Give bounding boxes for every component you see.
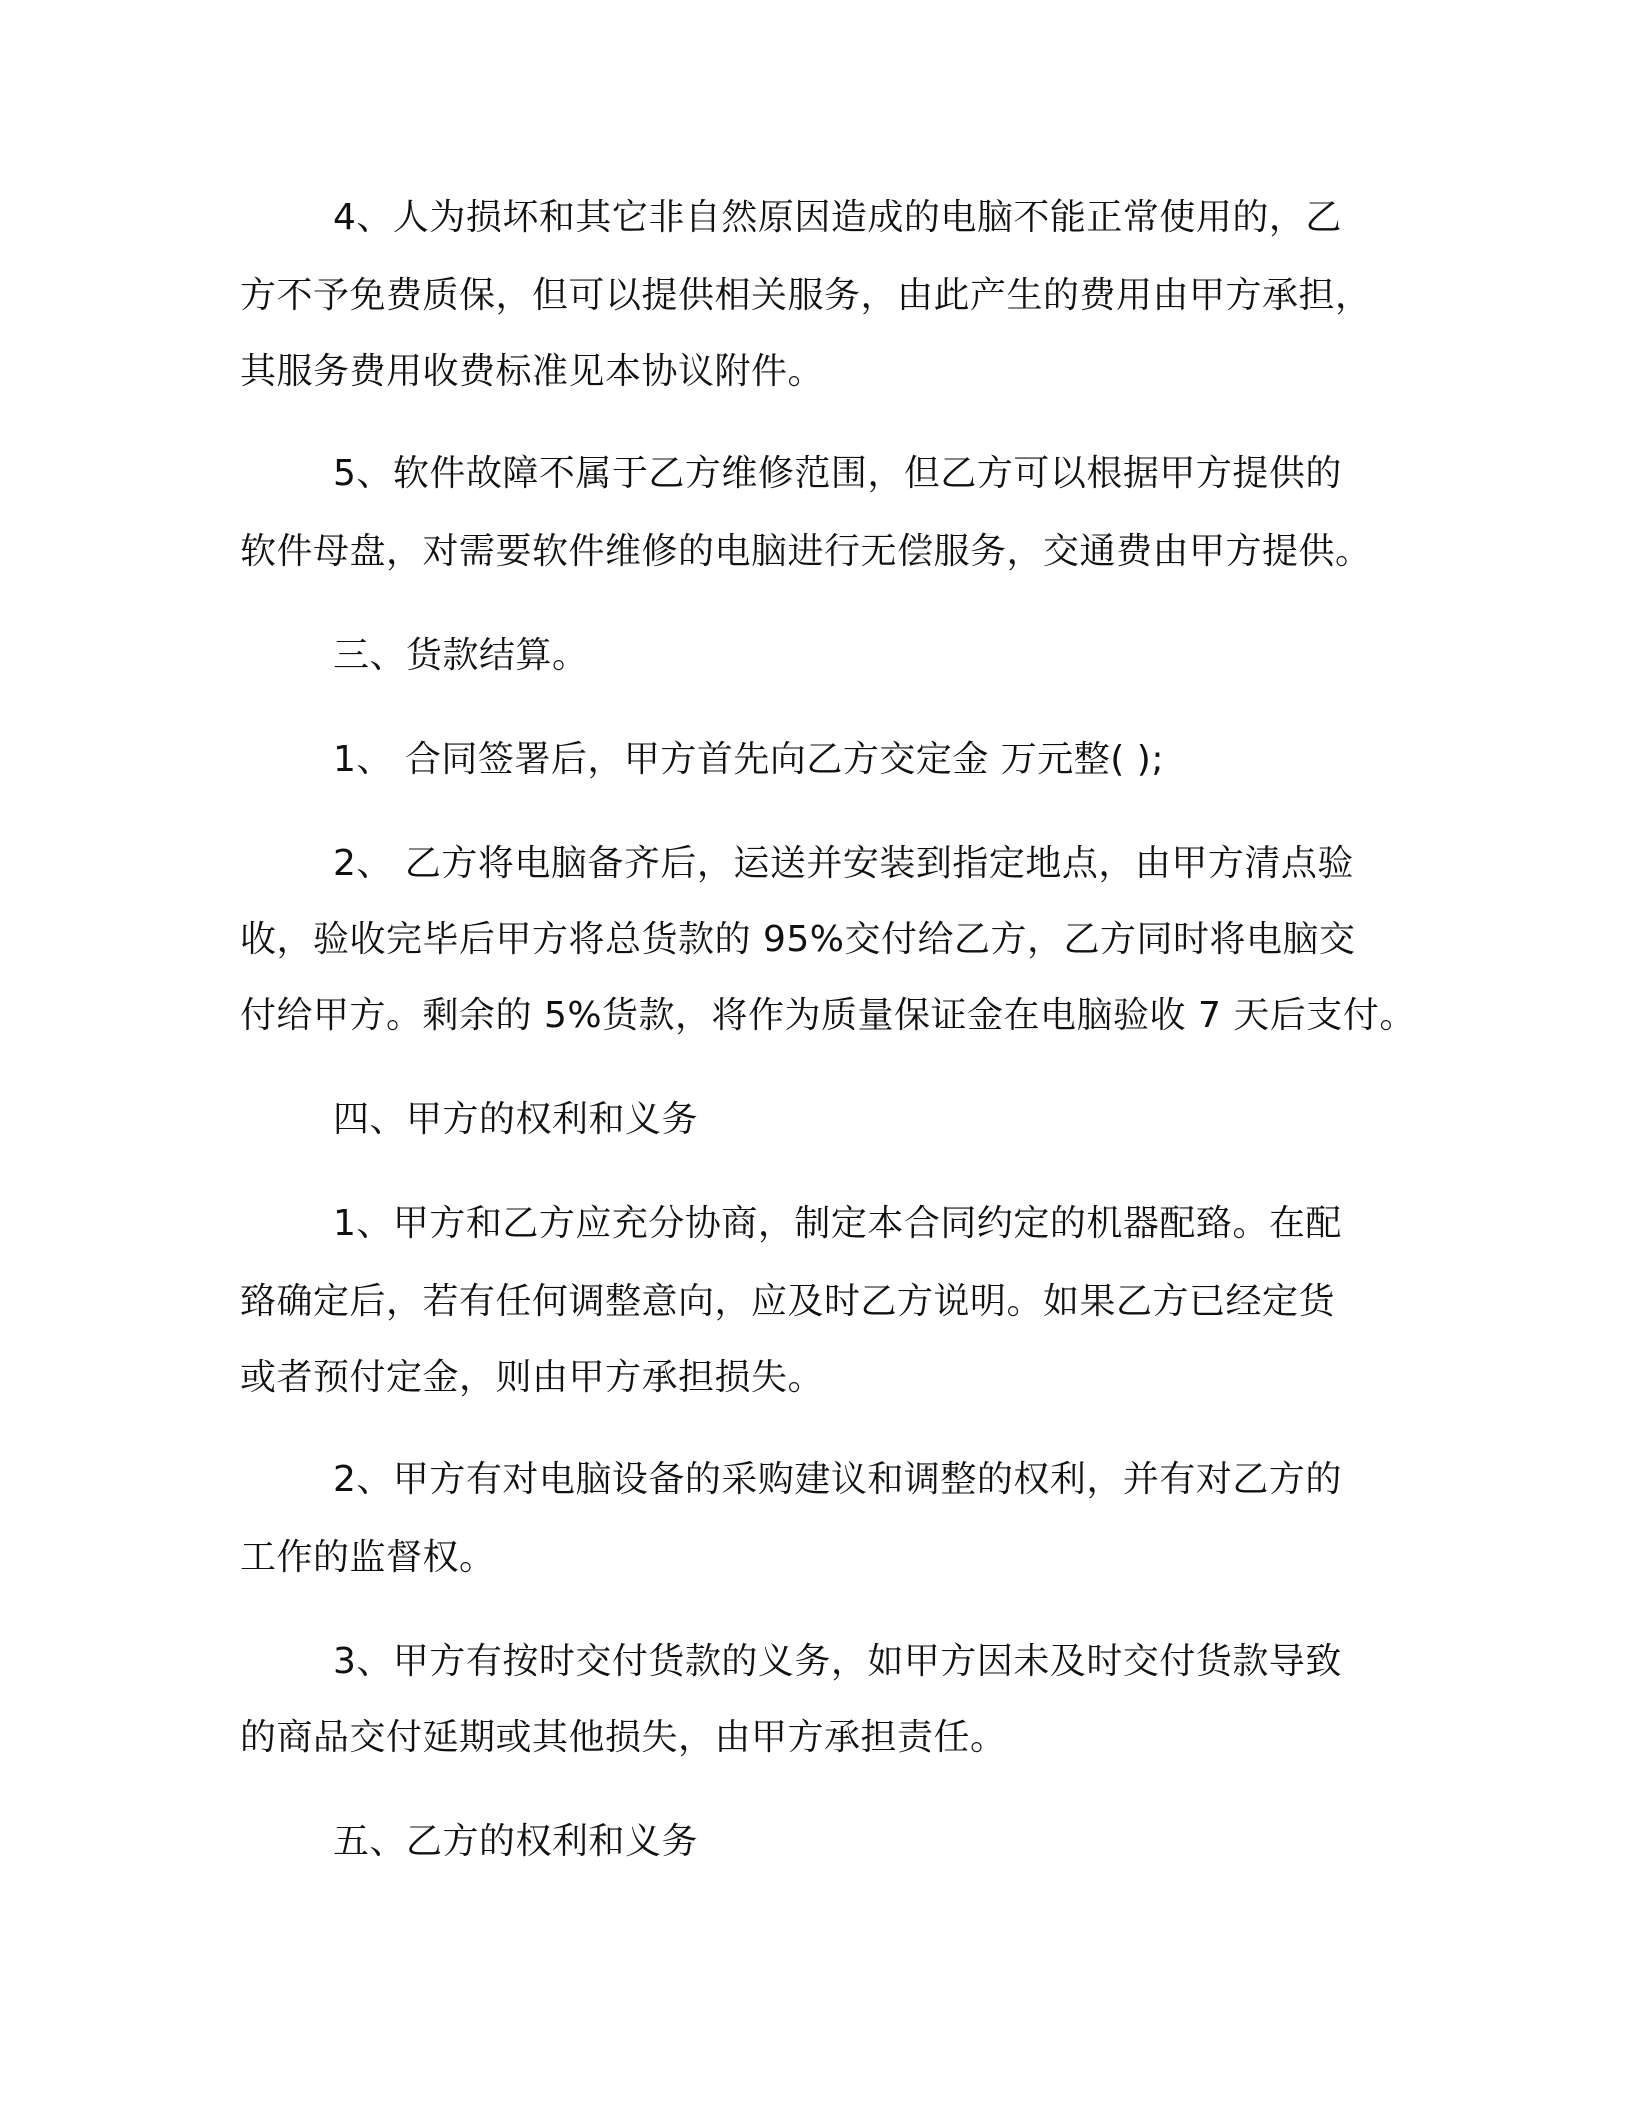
section-3-item-1-line-1: 1、 合同签署后，甲方首先向乙方交定金 万元整( ); [333, 739, 1164, 780]
paragraph-item-4-line-3: 其服务费用收费标准见本协议附件。 [240, 351, 825, 392]
section-4-item-1-line-2: 臵确定后，若有任何调整意向，应及时乙方说明。如果乙方已经定货 [240, 1281, 1336, 1322]
paragraph-item-4-line-2: 方不予免费质保，但可以提供相关服务，由此产生的费用由甲方承担， [240, 275, 1372, 316]
section-heading-4: 四、甲方的权利和义务 [333, 1099, 699, 1140]
paragraph-item-4-line-1: 4、人为损坏和其它非自然原因造成的电脑不能正常使用的，乙 [333, 197, 1342, 238]
section-heading-3: 三、货款结算。 [333, 635, 589, 676]
section-heading-5: 五、乙方的权利和义务 [333, 1821, 699, 1862]
section-3-item-2-line-1: 2、 乙方将电脑备齐后，运送并安装到指定地点，由甲方清点验 [333, 843, 1354, 884]
paragraph-item-5-line-1: 5、软件故障不属于乙方维修范围，但乙方可以根据甲方提供的 [333, 453, 1342, 494]
section-4-item-3-line-1: 3、甲方有按时交付货款的义务，如甲方因未及时交付货款导致 [333, 1641, 1342, 1682]
section-4-item-2-line-1: 2、甲方有对电脑设备的采购建议和调整的权利，并有对乙方的 [333, 1459, 1342, 1500]
section-4-item-2-line-2: 工作的监督权。 [240, 1537, 496, 1578]
section-4-item-3-line-2: 的商品交付延期或其他损失，由甲方承担责任。 [240, 1717, 1007, 1758]
section-4-item-1-line-3: 或者预付定金，则由甲方承担损失。 [240, 1357, 825, 1398]
section-3-item-2-line-2: 收，验收完毕后甲方将总货款的 95%交付给乙方，乙方同时将电脑交 [240, 919, 1356, 960]
paragraph-item-5-line-2: 软件母盘，对需要软件维修的电脑进行无偿服务，交通费由甲方提供。 [240, 531, 1372, 572]
section-3-item-2-line-3: 付给甲方。剩余的 5%货款，将作为质量保证金在电脑验收 7 天后支付。 [240, 995, 1416, 1036]
section-4-item-1-line-1: 1、甲方和乙方应充分协商，制定本合同约定的机器配臵。在配 [333, 1203, 1342, 1244]
